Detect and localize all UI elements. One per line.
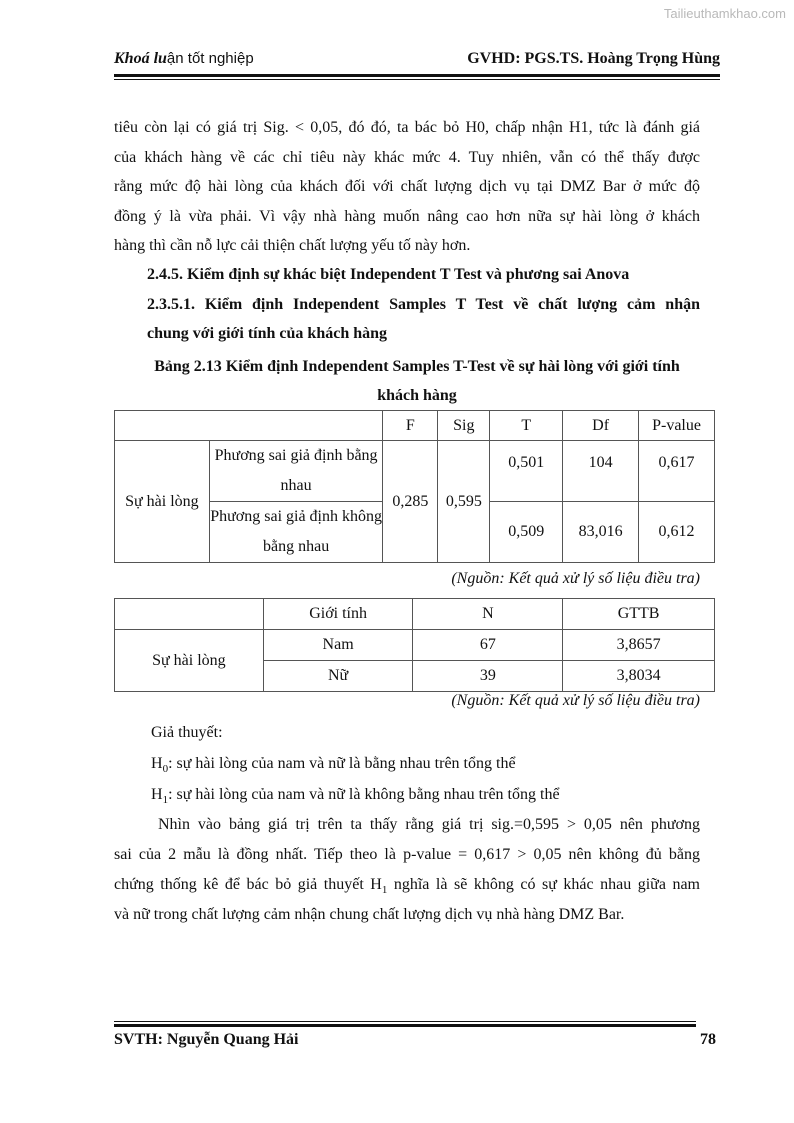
h0-symbol: H [151,755,163,772]
header-rule-thick [114,74,720,77]
gender-cell: Nam [263,630,413,661]
paragraph-line: hàng thì cần nỗ lực cải thiện chất lượng yếu tố này hơn. [114,237,471,254]
paragraph-line: đồng ý là vừa phải. Vì vậy nhà hàng muốn nâng cao hơn nữa sự hài lòng ở khách [114,207,700,225]
watermark: Tailieuthamkhao.com [663,6,786,21]
pvalue-cell: 0,617 [639,441,715,502]
paragraph-line: và nữ trong chất lượng cảm nhận chung chất lượng dịch vụ nhà hàng DMZ Bar. [114,906,625,923]
line-part: nghĩa là sẽ không có sự khác nhau giữa nam [387,876,700,893]
h1-text: : sự hài lòng của nam và nữ là không bằng nhau trên tổng thể [168,786,560,803]
paragraph-line: Nhìn vào bảng giá trị trên ta thấy rằng giá trị sig.=0,595 > 0,05 nên phương [158,816,700,833]
df-cell: 104 [563,441,639,502]
paragraph-1 [114,113,700,261]
table-row [115,441,715,502]
assumption-cell: Phương sai giả định bằng nhau [209,441,383,502]
mean-cell: 3,8657 [563,630,715,661]
header-t: T [490,411,563,441]
hypothesis-h0 [151,749,516,784]
row-label: Sự hài lòng [115,441,210,563]
header-left [114,50,254,68]
header-left-italic: Khoá lu [114,50,167,67]
gender-cell: Nữ [263,661,413,692]
h0-subscript: 0 [162,763,169,776]
t-cell: 0,501 [490,441,563,502]
section-heading-245: 2.4.5. Kiểm định sự khác biệt Independent T Test và phương sai Anova [147,266,630,283]
source-note: (Nguồn: Kết quả xử lý số liệu điều tra) [451,570,700,587]
hypothesis-title: Giả thuyết: [151,724,223,741]
header-df: Df [563,411,639,441]
n-cell: 39 [413,661,563,692]
table-caption: Bảng 2.13 Kiểm định Independent Samples T-Test về sự hài lòng với giới tính [154,358,680,375]
header-pvalue: P-value [639,411,715,441]
group-stats-table [114,598,715,692]
line-part: chứng thống kê để bác bỏ giả thuyết H [114,876,382,893]
page-number: 78 [700,1031,716,1048]
h1-symbol: H [151,786,163,803]
table-header-row [115,599,715,630]
header-right: GVHD: PGS.TS. Hoàng Trọng Hùng [467,50,720,67]
paragraph-line: sai của 2 mẫu là đồng nhất. Tiếp theo là p-value = 0,617 > 0,05 nên không đủ bằng [114,846,700,863]
sig-cell: 0,595 [438,441,490,563]
row-label: Sự hài lòng [115,630,264,692]
header-n: N [413,599,563,630]
table-row [115,630,715,661]
h1-subscript: 1 [162,794,169,807]
header-f: F [383,411,438,441]
section-heading-2351: 2.3.5.1. Kiểm định Independent Samples T Test về chất lượng cảm nhận [147,296,700,313]
table-corner-cell [115,599,264,630]
paragraph-line: tiêu còn lại có giá trị Sig. < 0,05, đó đó, ta bác bỏ H0, chấp nhận H1, tức là đánh giá [114,119,700,136]
paragraph-line [114,870,700,900]
source-note: (Nguồn: Kết quả xử lý số liệu điều tra) [451,692,700,709]
paragraph-line: của khách hàng về các chỉ tiêu này khác mức 4. Tuy nhiên, vẫn có thể thấy được [114,148,700,166]
paragraph-line: rằng mức độ hài lòng của khách đối với chất lượng dịch vụ tại DMZ Bar ở mức độ [114,178,700,195]
subscript: 1 [381,884,388,897]
h0-text: : sự hài lòng của nam và nữ là bằng nhau trên tổng thể [168,755,516,772]
paragraph-2 [114,810,700,930]
footer-rule-thick [114,1024,696,1027]
pvalue-cell: 0,612 [639,502,715,563]
header-rule-thin [114,79,720,80]
n-cell: 67 [413,630,563,661]
assumption-cell: Phương sai giả định không bằng nhau [209,502,383,563]
page-header [114,50,720,72]
table-caption-cont: khách hàng [377,387,457,404]
df-cell: 83,016 [563,502,639,563]
table-corner-cell [115,411,383,441]
t-test-table [114,410,715,563]
table-header-row [115,411,715,441]
t-cell: 0,509 [490,502,563,563]
f-cell: 0,285 [383,441,438,563]
footer-author: SVTH: Nguyễn Quang Hải [114,1031,299,1048]
section-heading-2351-cont: chung với giới tính của khách hàng [147,325,388,342]
mean-cell: 3,8034 [563,661,715,692]
header-gender: Giới tính [263,599,413,630]
header-mean: GTTB [563,599,715,630]
footer-rule-thin [114,1021,696,1022]
header-sig: Sig [438,411,490,441]
header-left-rest: ận tốt nghiệp [166,50,254,67]
